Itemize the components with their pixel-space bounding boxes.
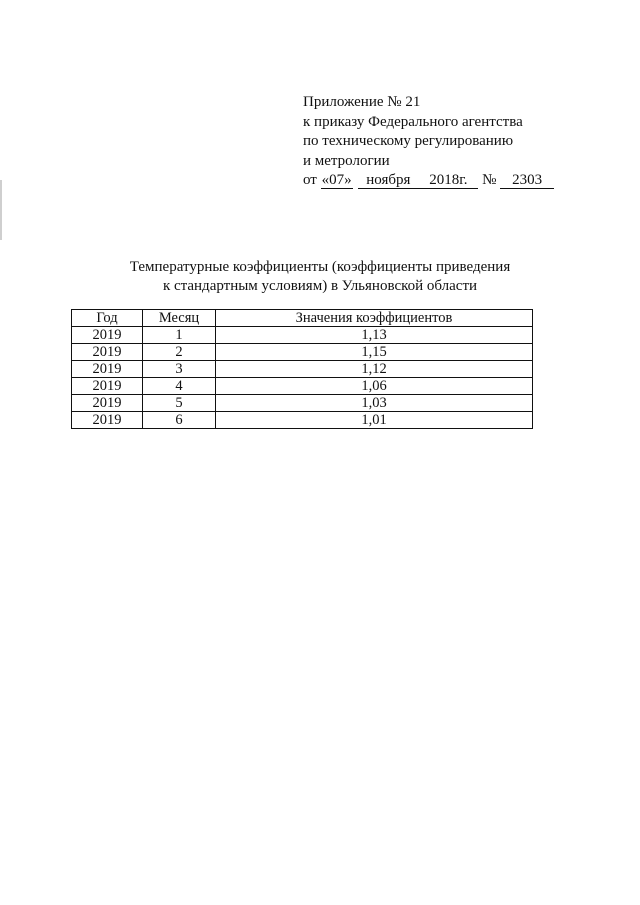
cell-month: 6: [143, 412, 216, 429]
cell-month: 5: [143, 395, 216, 412]
appendix-date-line: [303, 171, 603, 191]
number-sign: №: [482, 172, 497, 188]
table-row: [72, 327, 533, 344]
cell-coefficient: 1,13: [216, 327, 533, 344]
appendix-title: Приложение № 21: [303, 94, 421, 110]
cell-coefficient: 1,01: [216, 412, 533, 429]
cell-month: 2: [143, 344, 216, 361]
appendix-header: [303, 93, 603, 191]
coefficients-table: [71, 309, 533, 429]
title-line-2: к стандартным условиям) в Ульяновской области: [162, 278, 478, 294]
cell-coefficient: 1,03: [216, 395, 533, 412]
table-row: [72, 344, 533, 361]
date-day: «07»: [321, 172, 352, 188]
title-line-1: Температурные коэффициенты (коэффициенты приведения: [129, 259, 511, 275]
date-year: 2018г.: [418, 173, 478, 189]
cell-year: 2019: [72, 327, 143, 344]
document-title: [80, 258, 560, 296]
cell-year: 2019: [72, 361, 143, 378]
cell-month: 1: [143, 327, 216, 344]
appendix-agency-line: по техническому регулированию: [303, 133, 514, 149]
order-number: 2303: [500, 173, 554, 189]
cell-month: 4: [143, 378, 216, 395]
appendix-metrology-line: и метрологии: [303, 152, 390, 169]
header-coefficient: Значения коэффициентов: [216, 310, 533, 327]
date-prefix: от: [303, 172, 317, 188]
header-month: Месяц: [143, 310, 216, 327]
date-month: ноября: [358, 173, 418, 189]
header-year: Год: [72, 310, 143, 327]
scan-edge-mark: [0, 180, 2, 240]
table-row: [72, 395, 533, 412]
cell-year: 2019: [72, 412, 143, 429]
cell-year: 2019: [72, 395, 143, 412]
cell-coefficient: 1,12: [216, 361, 533, 378]
cell-year: 2019: [72, 378, 143, 395]
cell-coefficient: 1,15: [216, 344, 533, 361]
table-header-row: [72, 310, 533, 327]
table-row: [72, 378, 533, 395]
table-row: [72, 361, 533, 378]
cell-coefficient: 1,06: [216, 378, 533, 395]
appendix-order-line: к приказу Федерального агентства: [303, 113, 523, 130]
cell-month: 3: [143, 361, 216, 378]
cell-year: 2019: [72, 344, 143, 361]
table-row: [72, 412, 533, 429]
